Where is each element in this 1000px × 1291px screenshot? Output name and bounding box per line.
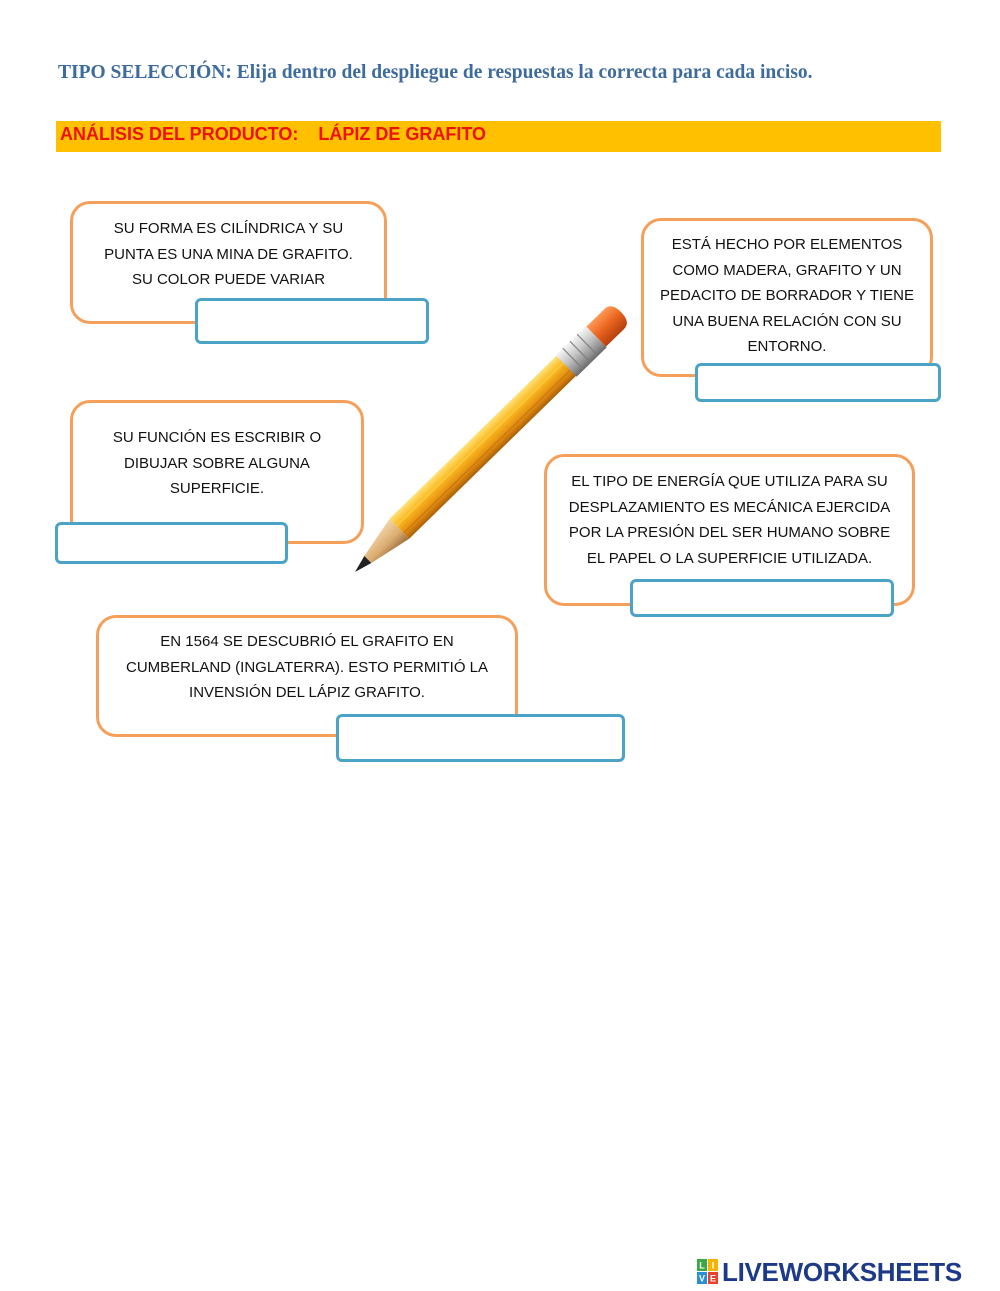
card-line: SU FUNCIÓN ES ESCRIBIR O bbox=[112, 429, 322, 446]
card-line: CUMBERLAND (INGLATERRA). ESTO PERMITIÓ LA bbox=[126, 658, 488, 676]
card-line: EL PAPEL O LA SUPERFICIE UTILIZADA. bbox=[586, 549, 873, 567]
banner-label: ANÁLISIS DEL PRODUCTO: bbox=[60, 124, 299, 144]
card-funcion-text bbox=[73, 425, 361, 502]
card-line: PEDACITO DE BORRADOR Y TIENE bbox=[660, 287, 914, 304]
instruction-text: TIPO SELECCIÓN: Elija dentro del despliegue de respuestas la correcta para cada inciso. bbox=[58, 62, 813, 83]
liveworksheets-logo bbox=[697, 1257, 962, 1287]
answer-dropdown-historia[interactable] bbox=[336, 714, 625, 762]
svg-text:L: L bbox=[699, 1260, 705, 1271]
pencil-illustration bbox=[340, 280, 640, 580]
svg-text:E: E bbox=[709, 1273, 717, 1284]
card-forma-text bbox=[73, 216, 384, 293]
card-line: SU COLOR PUEDE VARIAR bbox=[131, 271, 326, 288]
card-line: ESTÁ HECHO POR ELEMENTOS bbox=[671, 236, 903, 253]
card-historia-text bbox=[99, 629, 515, 706]
product-banner bbox=[56, 121, 941, 152]
answer-dropdown-materiales[interactable] bbox=[695, 363, 941, 402]
card-materiales bbox=[641, 218, 933, 377]
card-line: SUPERFICIE. bbox=[169, 480, 265, 497]
logo-text: LIVEWORKSHEETS bbox=[722, 1256, 962, 1287]
svg-text:I: I bbox=[711, 1260, 715, 1271]
card-line: POR LA PRESIÓN DEL SER HUMANO SOBRE bbox=[568, 524, 891, 541]
card-line: SU FORMA ES CILÍNDRICA Y SU bbox=[113, 220, 344, 237]
banner-product: LÁPIZ DE GRAFITO bbox=[318, 124, 487, 144]
liveworksheets-mark-icon bbox=[697, 1259, 719, 1285]
card-line: EN 1564 SE DESCUBRIÓ EL GRAFITO EN bbox=[160, 633, 454, 650]
card-line: DESPLAZAMIENTO ES MECÁNICA EJERCIDA bbox=[568, 498, 891, 516]
card-line: EL TIPO DE ENERGÍA QUE UTILIZA PARA SU bbox=[571, 473, 888, 490]
banner-title bbox=[60, 124, 486, 145]
card-line: PUNTA ES UNA MINA DE GRAFITO. bbox=[104, 245, 353, 263]
card-line: UNA BUENA RELACIÓN CON SU bbox=[672, 312, 902, 330]
card-line: DIBUJAR SOBRE ALGUNA bbox=[124, 454, 310, 472]
svg-text:V: V bbox=[698, 1273, 706, 1284]
answer-dropdown-energia[interactable] bbox=[630, 579, 894, 617]
card-materiales-text bbox=[644, 232, 930, 360]
answer-dropdown-funcion[interactable] bbox=[55, 522, 288, 564]
card-line: INVENSIÓN DEL LÁPIZ GRAFITO. bbox=[189, 684, 425, 701]
card-line: ENTORNO. bbox=[747, 338, 827, 355]
card-line: COMO MADERA, GRAFITO Y UN bbox=[672, 261, 902, 279]
